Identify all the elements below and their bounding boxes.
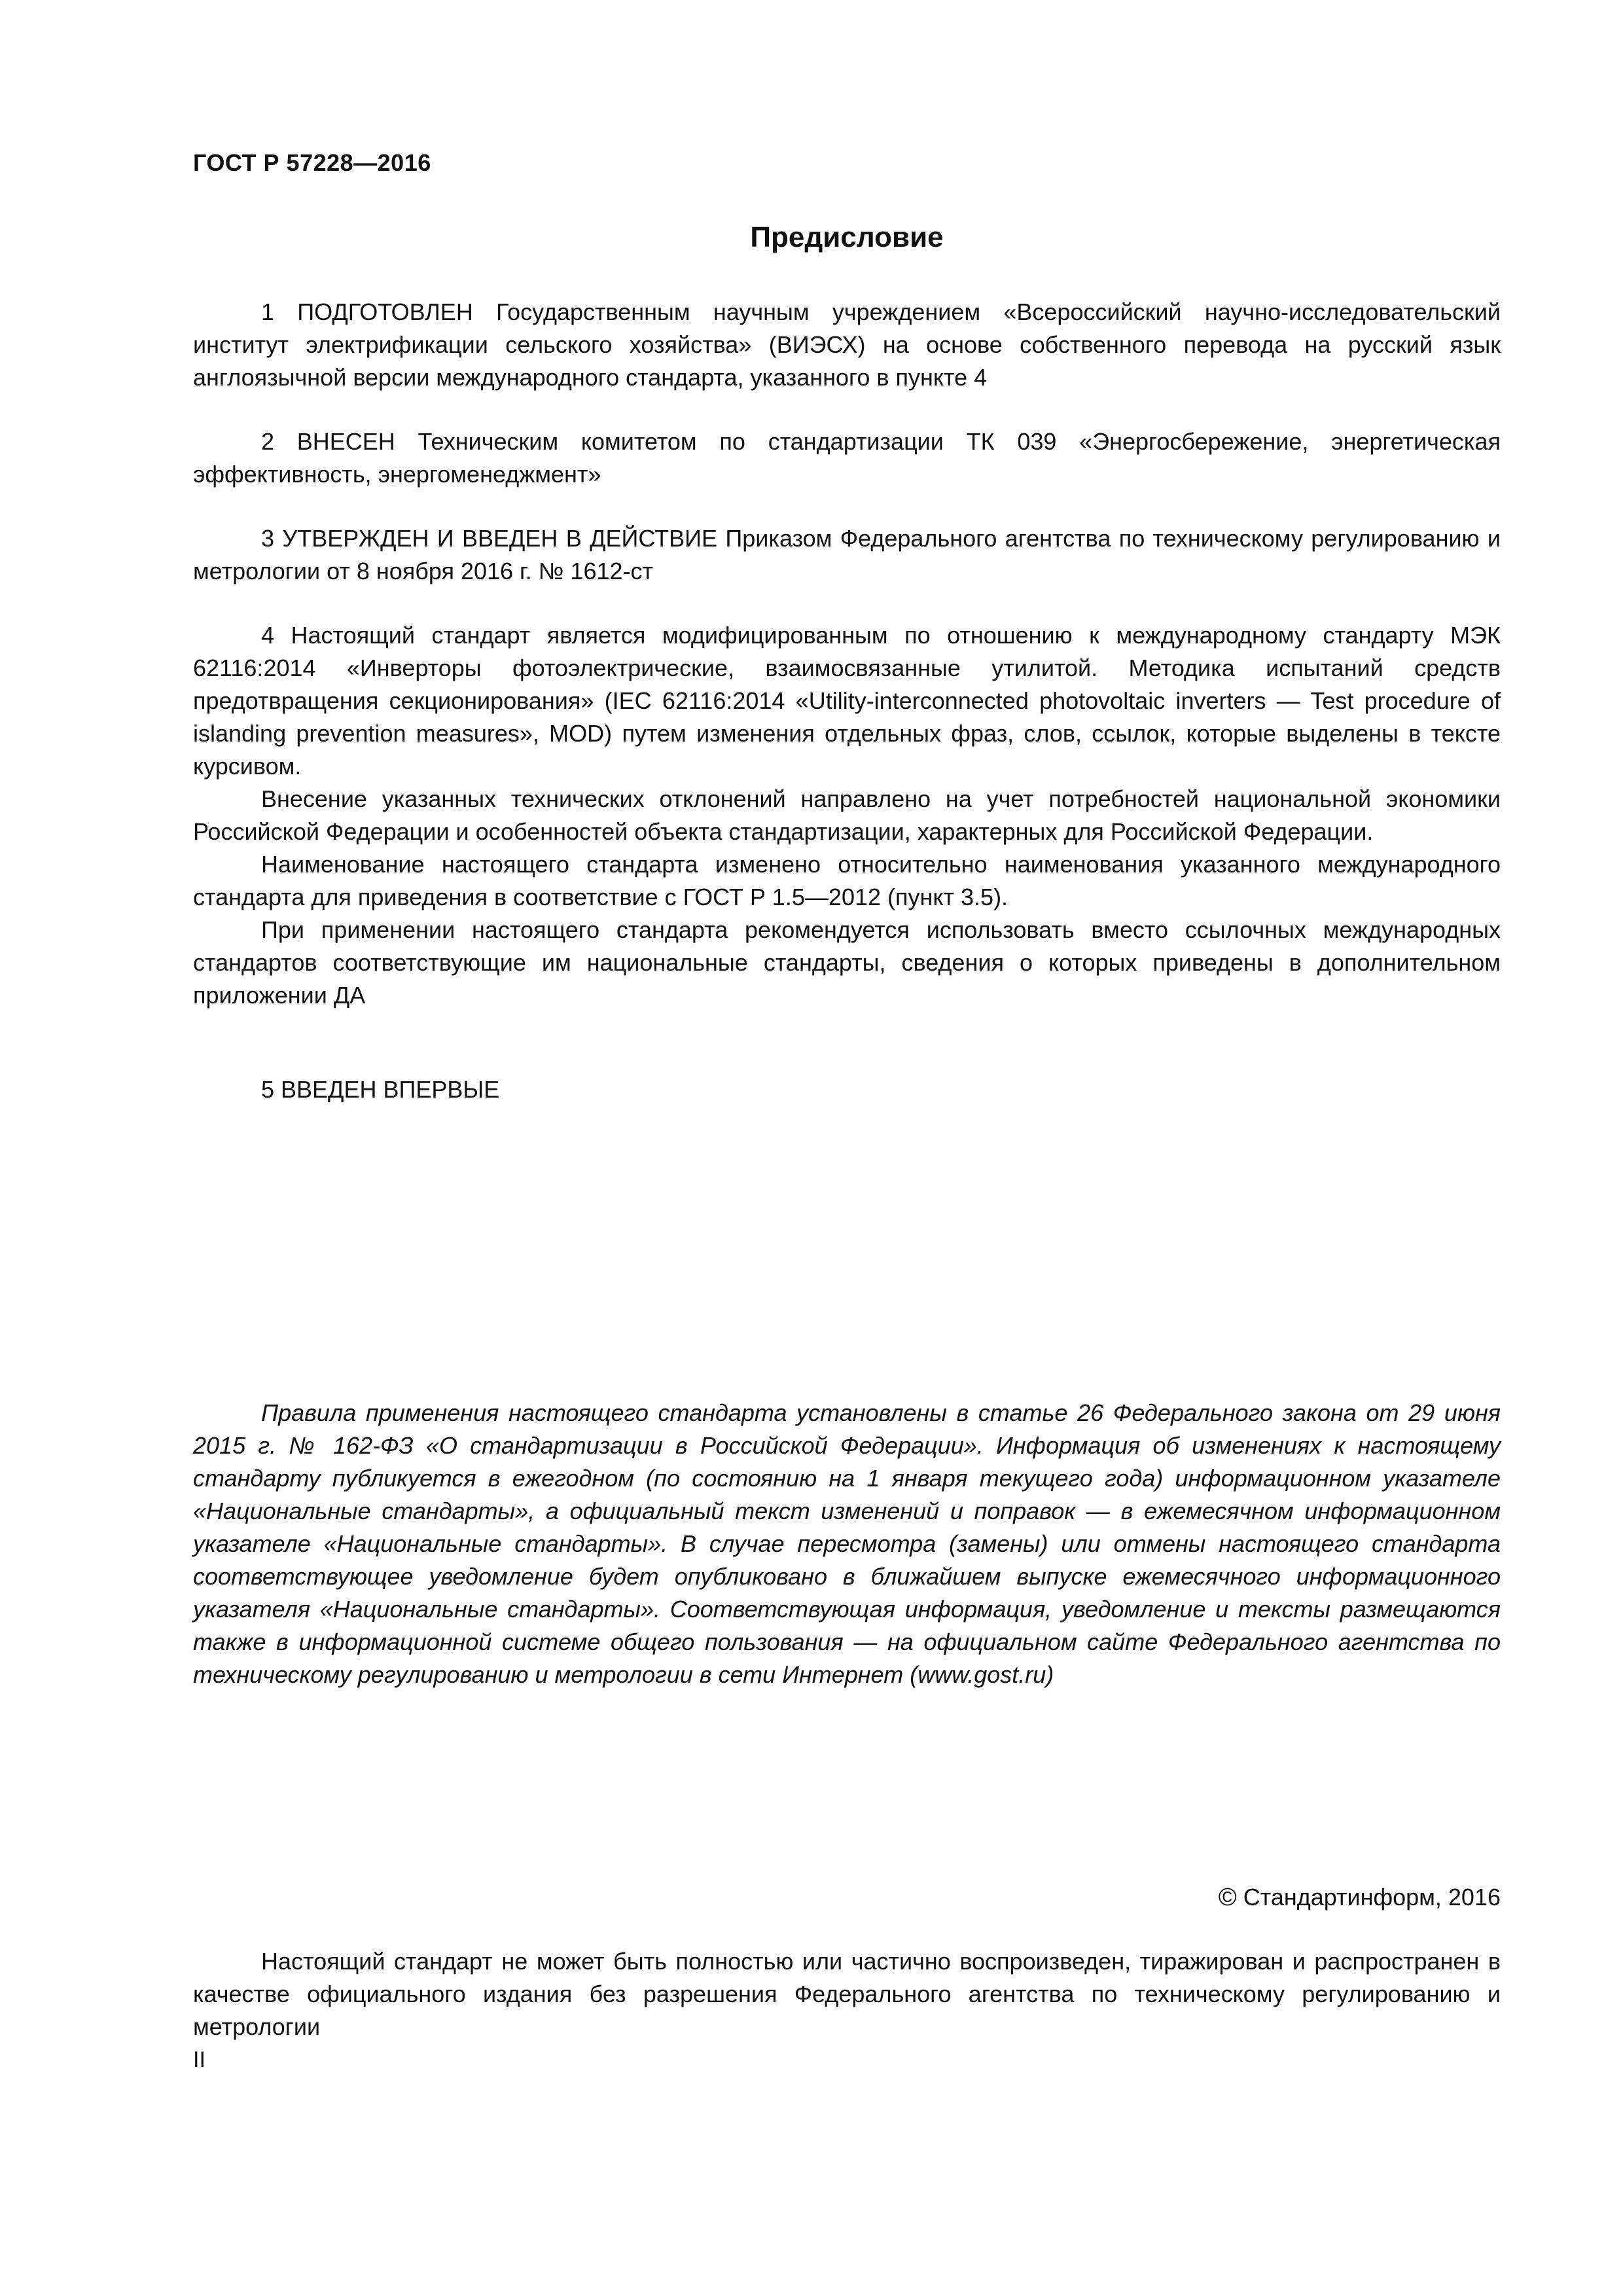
reproduction-restriction: Настоящий стандарт не может быть полностью или частично воспроизведен, тиражирован и распространен в качестве официального издания без разрешения Федерального агентства по техническому регулированию и метрологии xyxy=(193,1948,1501,2040)
foreword-item-4 xyxy=(193,619,1501,1012)
foreword-item-3 xyxy=(193,522,1501,588)
foreword-item-1-text: 1 ПОДГОТОВЛЕН Государственным научным учреждением «Всероссийский научно-исследовательский институт электрификации сельского хозяйства» (ВИЭСХ) на основе собственного перевода на русский язык англоязычной версии международного стандарта, указанного в пункте 4 xyxy=(193,298,1501,391)
foreword-item-2-text: 2 ВНЕСЕН Техническим комитетом по стандартизации ТК 039 «Энергосбережение, энергетическая эффективность, энергоменеджмент» xyxy=(193,428,1501,488)
foreword-item-5-text: 5 ВВЕДЕН ВПЕРВЫЕ xyxy=(261,1076,500,1103)
copyright-sign: © xyxy=(1218,1884,1237,1911)
foreword-item-4-paragraph: 4 Настоящий стандарт является модифицированным по отношению к международному стандарту МЭК 62116:2014 «Инверторы фотоэлектрические, взаимосвязанные утилитой. Методика испытаний средств предотвращения секционирования» (IEC 62116:2014 «Utility-interconnected photovoltaic inverters — Test procedure of islanding prevention measures», MOD) путем изменения отдельных фраз, слов, ссылок, которые выделены в тексте курсивом. xyxy=(193,622,1501,780)
foreword-item-4-paragraph: Внесение указанных технических отклонений направлено на учет потребностей национальной экономики Российской Федерации и особенностей объекта стандартизации, характерных для Российской Федерации. xyxy=(193,785,1501,845)
foreword-item-4-paragraph: Наименование настоящего стандарта изменено относительно наименования указанного международного стандарта для приведения в соответствие с ГОСТ Р 1.5—2012 (пункт 3.5). xyxy=(193,851,1501,910)
application-rules-notice: Правила применения настоящего стандарта установлены в статье 26 Федерального закона от 29 июня 2015 г. № 162-ФЗ «О стандартизации в Российской Федерации». Информация об изменениях к настоящему стандарту публикуется в ежегодном (по состоянию на 1 января текущего года) информационном указателе «Национальные стандарты», а официальный текст изменений и поправок — в ежемесячном информационном указателе «Национальные стандарты». В случае пересмотра (замены) или отмены настоящего стандарта соответствующее уведомление будет опубликовано в ближайшем выпуске ежемесячного информационного указателя «Национальные стандарты». Соответствующая информация, уведомление и тексты размещаются также в информационной системе общего пользования — на официальном сайте Федерального агентства по техническому регулированию и метрологии в сети Интернет (www.gost.ru) xyxy=(193,1399,1501,1688)
foreword-item-1 xyxy=(193,296,1501,394)
foreword-item-2 xyxy=(193,425,1501,491)
foreword-item-3-text: 3 УТВЕРЖДЕН И ВВЕДЕН В ДЕЙСТВИЕ Приказом Федерального агентства по техническому регулированию и метрологии от 8 ноября 2016 г. № 1612-ст xyxy=(193,525,1501,584)
foreword-item-5 xyxy=(193,1073,1501,1106)
copyright-text: Стандартинформ, 2016 xyxy=(1243,1884,1501,1910)
page-title: Предисловие xyxy=(750,221,944,253)
page-number: II xyxy=(193,2047,205,2072)
document-id: ГОСТ Р 57228—2016 xyxy=(193,149,431,176)
copyright-line xyxy=(1219,1884,1501,1912)
foreword-item-4-paragraph: При применении настоящего стандарта рекомендуется использовать вместо ссылочных международных стандартов соответствующие им национальные стандарты, сведения о которых приведены в дополнительном приложении ДА xyxy=(193,916,1501,1009)
